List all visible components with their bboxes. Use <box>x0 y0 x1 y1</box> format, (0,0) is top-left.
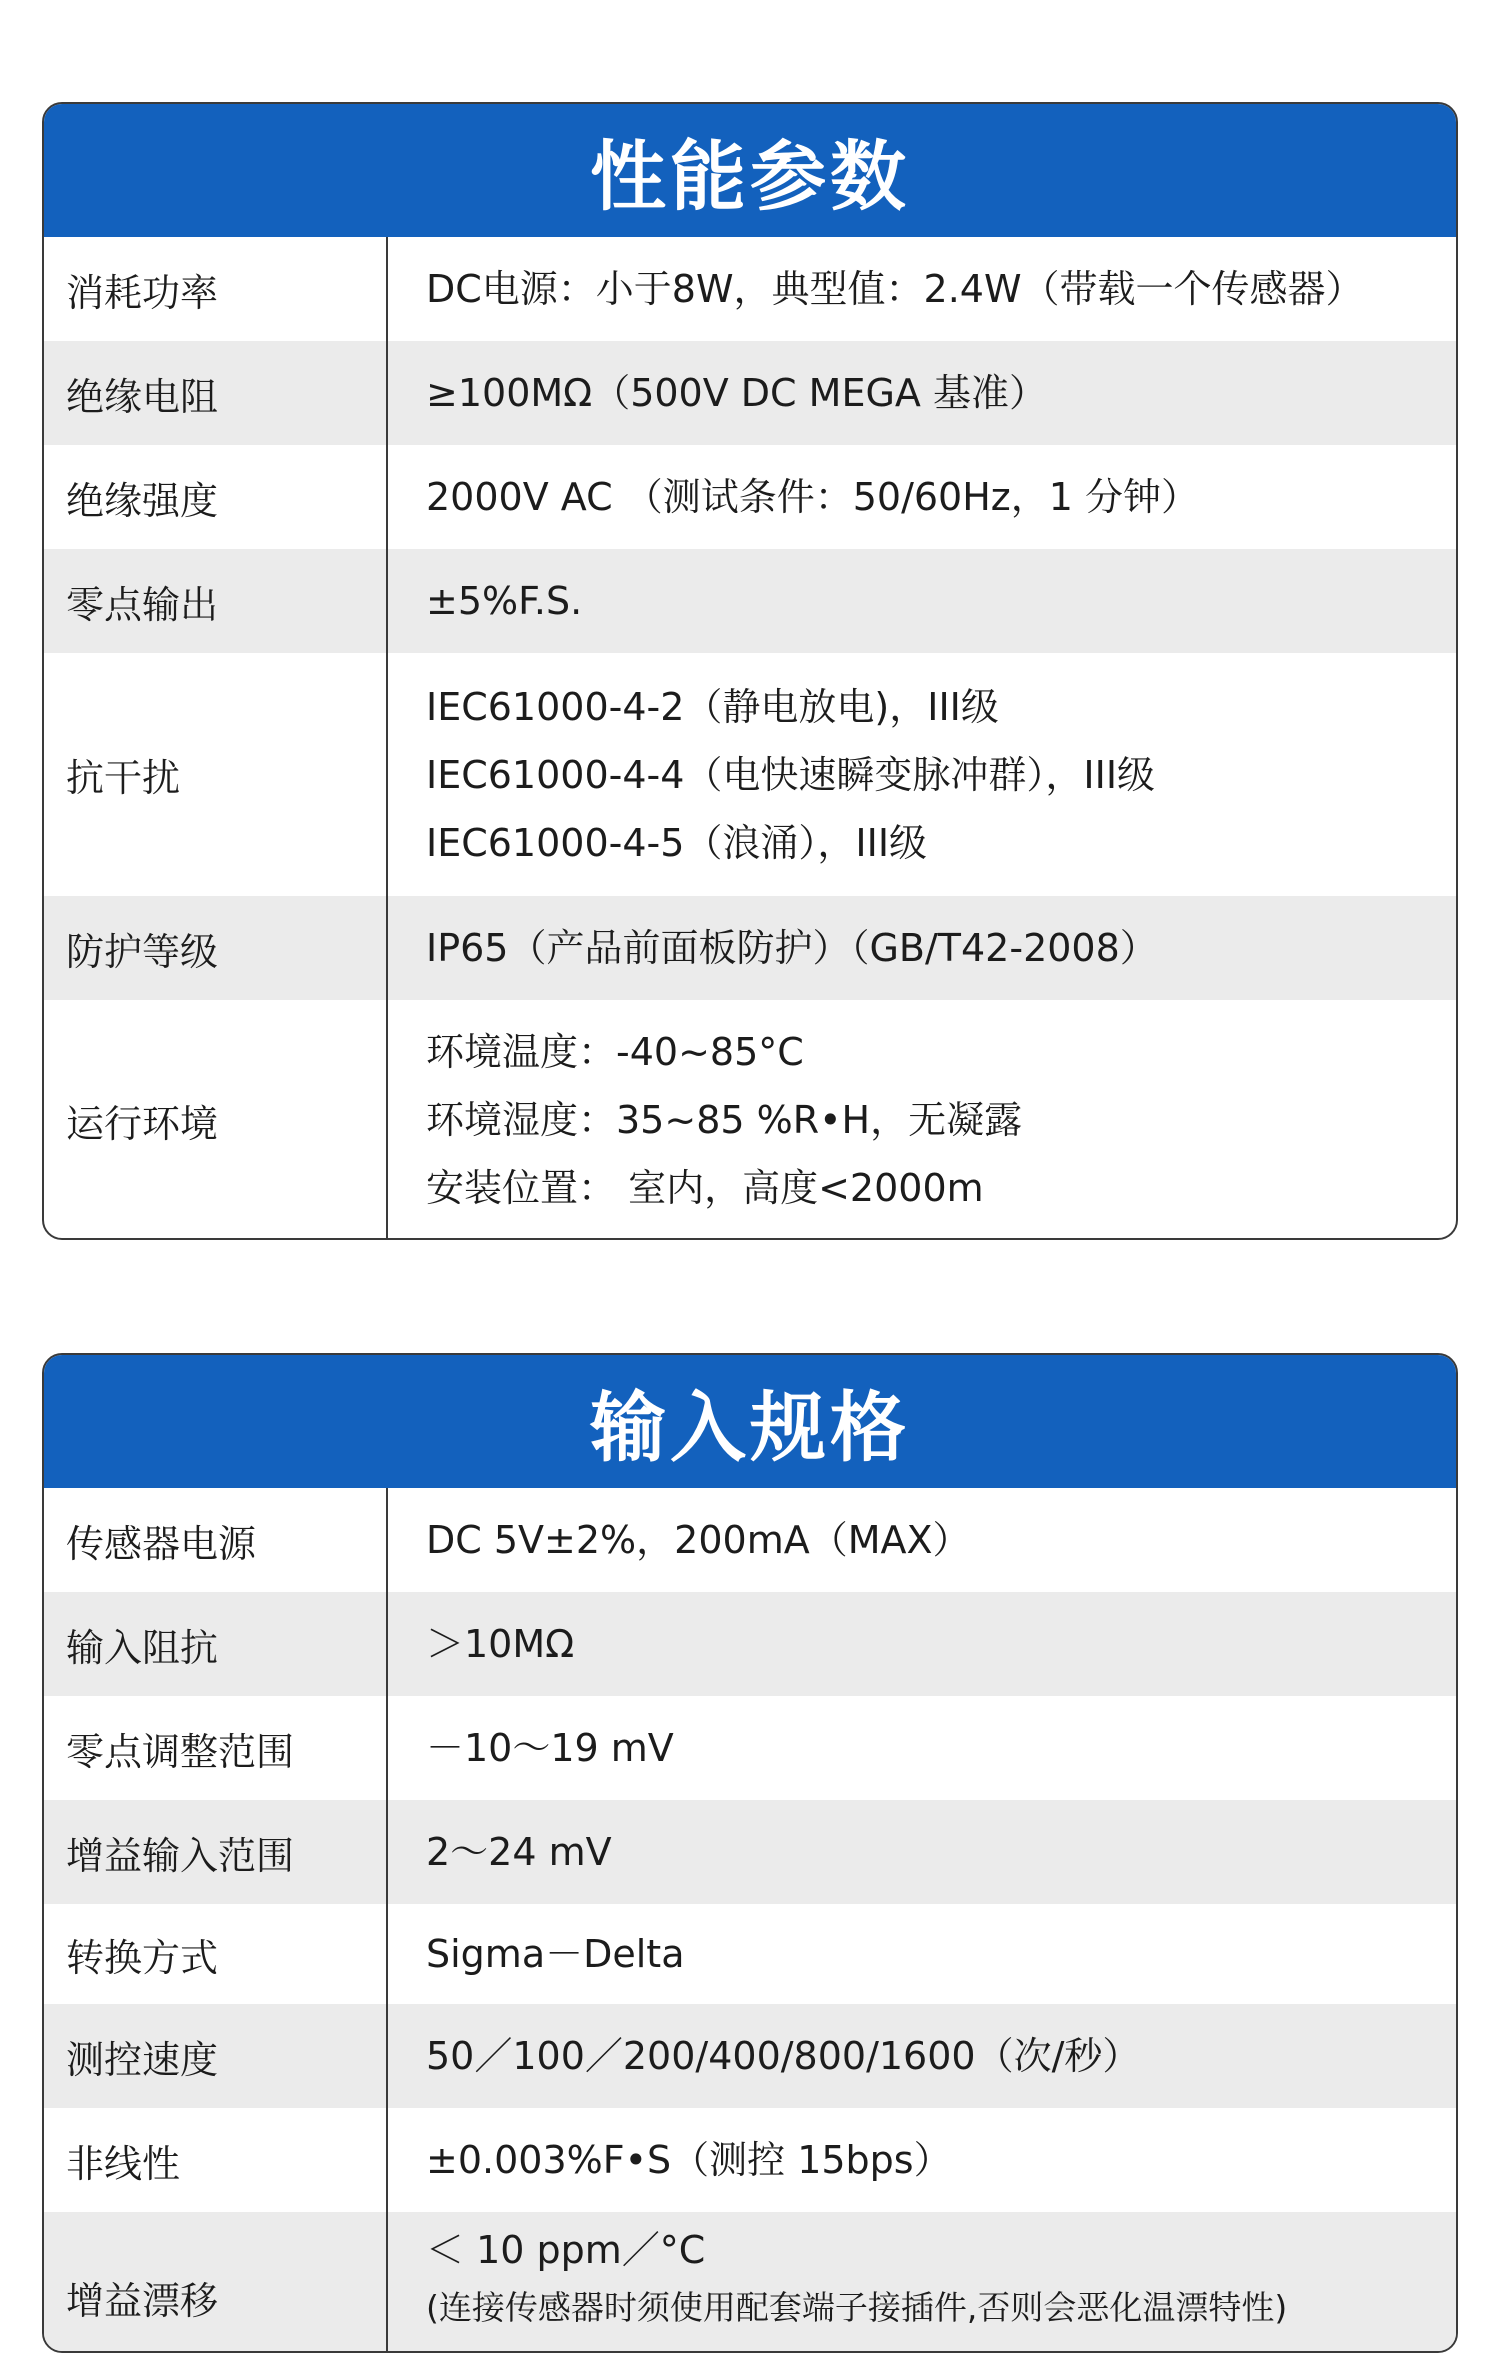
table-row <box>44 896 1456 1000</box>
row-value-line: ≥100MΩ（500V DC MEGA 基准） <box>426 371 1047 415</box>
row-value <box>388 1904 1456 2004</box>
row-value-line: DC 5V±2%，200mA（MAX） <box>426 1518 971 1562</box>
row-value-line: 50／100／200/400/800/1600（次/秒） <box>426 2034 1141 2078</box>
row-label: 绝缘电阻 <box>44 341 388 445</box>
row-value-line: 环境湿度：35~85 %R•H，无凝露 <box>426 1098 1023 1142</box>
table-row <box>44 2108 1456 2212</box>
row-value-line: 2～24 mV <box>426 1830 612 1874</box>
row-value <box>388 2108 1456 2212</box>
row-value <box>388 1800 1456 1904</box>
row-value <box>388 445 1456 549</box>
row-value-line: Sigma－Delta <box>426 1932 685 1976</box>
table-row <box>44 341 1456 445</box>
row-value <box>388 2004 1456 2108</box>
row-value-line: 安装位置： 室内，高度<2000m <box>426 1166 984 1210</box>
row-value-line: IEC61000-4-4（电快速瞬变脉冲群），III级 <box>426 752 1156 797</box>
table-row <box>44 1904 1456 2004</box>
input-spec-title: 输入规格 <box>44 1355 1456 1488</box>
row-value <box>388 1592 1456 1696</box>
row-value-line: IEC61000-4-2（静电放电)，III级 <box>426 684 999 729</box>
row-label: 输入阻抗 <box>44 1592 388 1696</box>
row-value-line: DC电源：小于8W，典型值：2.4W（带载一个传感器） <box>426 267 1364 311</box>
performance-title: 性能参数 <box>44 104 1456 237</box>
row-value-line: IEC61000-4-5（浪涌），III级 <box>426 820 928 865</box>
row-value-line: 2000V AC （测试条件：50/60Hz，1 分钟） <box>426 475 1200 519</box>
input-spec-table <box>42 1353 1458 2353</box>
row-value-line: 环境温度：-40~85°C <box>426 1030 804 1074</box>
row-label: 防护等级 <box>44 896 388 1000</box>
row-value-note: (连接传感器时须使用配套端子接插件,否则会恶化温漂特性) <box>426 2288 1288 2327</box>
row-label: 绝缘强度 <box>44 445 388 549</box>
performance-table <box>42 102 1458 1240</box>
row-value-line: －10～19 mV <box>426 1726 674 1770</box>
row-value <box>388 237 1456 341</box>
row-value <box>388 341 1456 445</box>
row-label: 零点调整范围 <box>44 1696 388 1800</box>
table-row <box>44 1592 1456 1696</box>
table-row <box>44 2004 1456 2108</box>
row-value <box>388 1696 1456 1800</box>
row-value <box>388 896 1456 1000</box>
row-value <box>388 1000 1456 1240</box>
row-value <box>388 549 1456 653</box>
row-value <box>388 653 1456 896</box>
table-row <box>44 653 1456 896</box>
row-label: 非线性 <box>44 2108 388 2212</box>
row-label: 转换方式 <box>44 1904 388 2004</box>
table-row <box>44 237 1456 341</box>
row-label: 抗干扰 <box>44 653 388 896</box>
row-value-line: ±5%F.S. <box>426 579 583 623</box>
row-label: 运行环境 <box>44 1000 388 1240</box>
table-row <box>44 1488 1456 1592</box>
table-row <box>44 445 1456 549</box>
table-row <box>44 1696 1456 1800</box>
row-value-line: ＜ 10 ppm／°C <box>426 2228 706 2272</box>
row-value <box>388 1488 1456 1592</box>
row-label: 零点输出 <box>44 549 388 653</box>
row-value-line: IP65（产品前面板防护）（GB/T42-2008） <box>426 926 1158 970</box>
table-row <box>44 549 1456 653</box>
table-row <box>44 1000 1456 1240</box>
row-value-line: ＞10MΩ <box>426 1622 575 1666</box>
row-label: 测控速度 <box>44 2004 388 2108</box>
row-label: 增益漂移 <box>44 2212 388 2353</box>
row-value <box>388 2212 1456 2332</box>
table-row <box>44 1800 1456 1904</box>
row-label: 传感器电源 <box>44 1488 388 1592</box>
table-row <box>44 2212 1456 2353</box>
row-label: 增益输入范围 <box>44 1800 388 1904</box>
row-label: 消耗功率 <box>44 237 388 341</box>
row-value-line: ±0.003%F•S（测控 15bps） <box>426 2138 952 2182</box>
